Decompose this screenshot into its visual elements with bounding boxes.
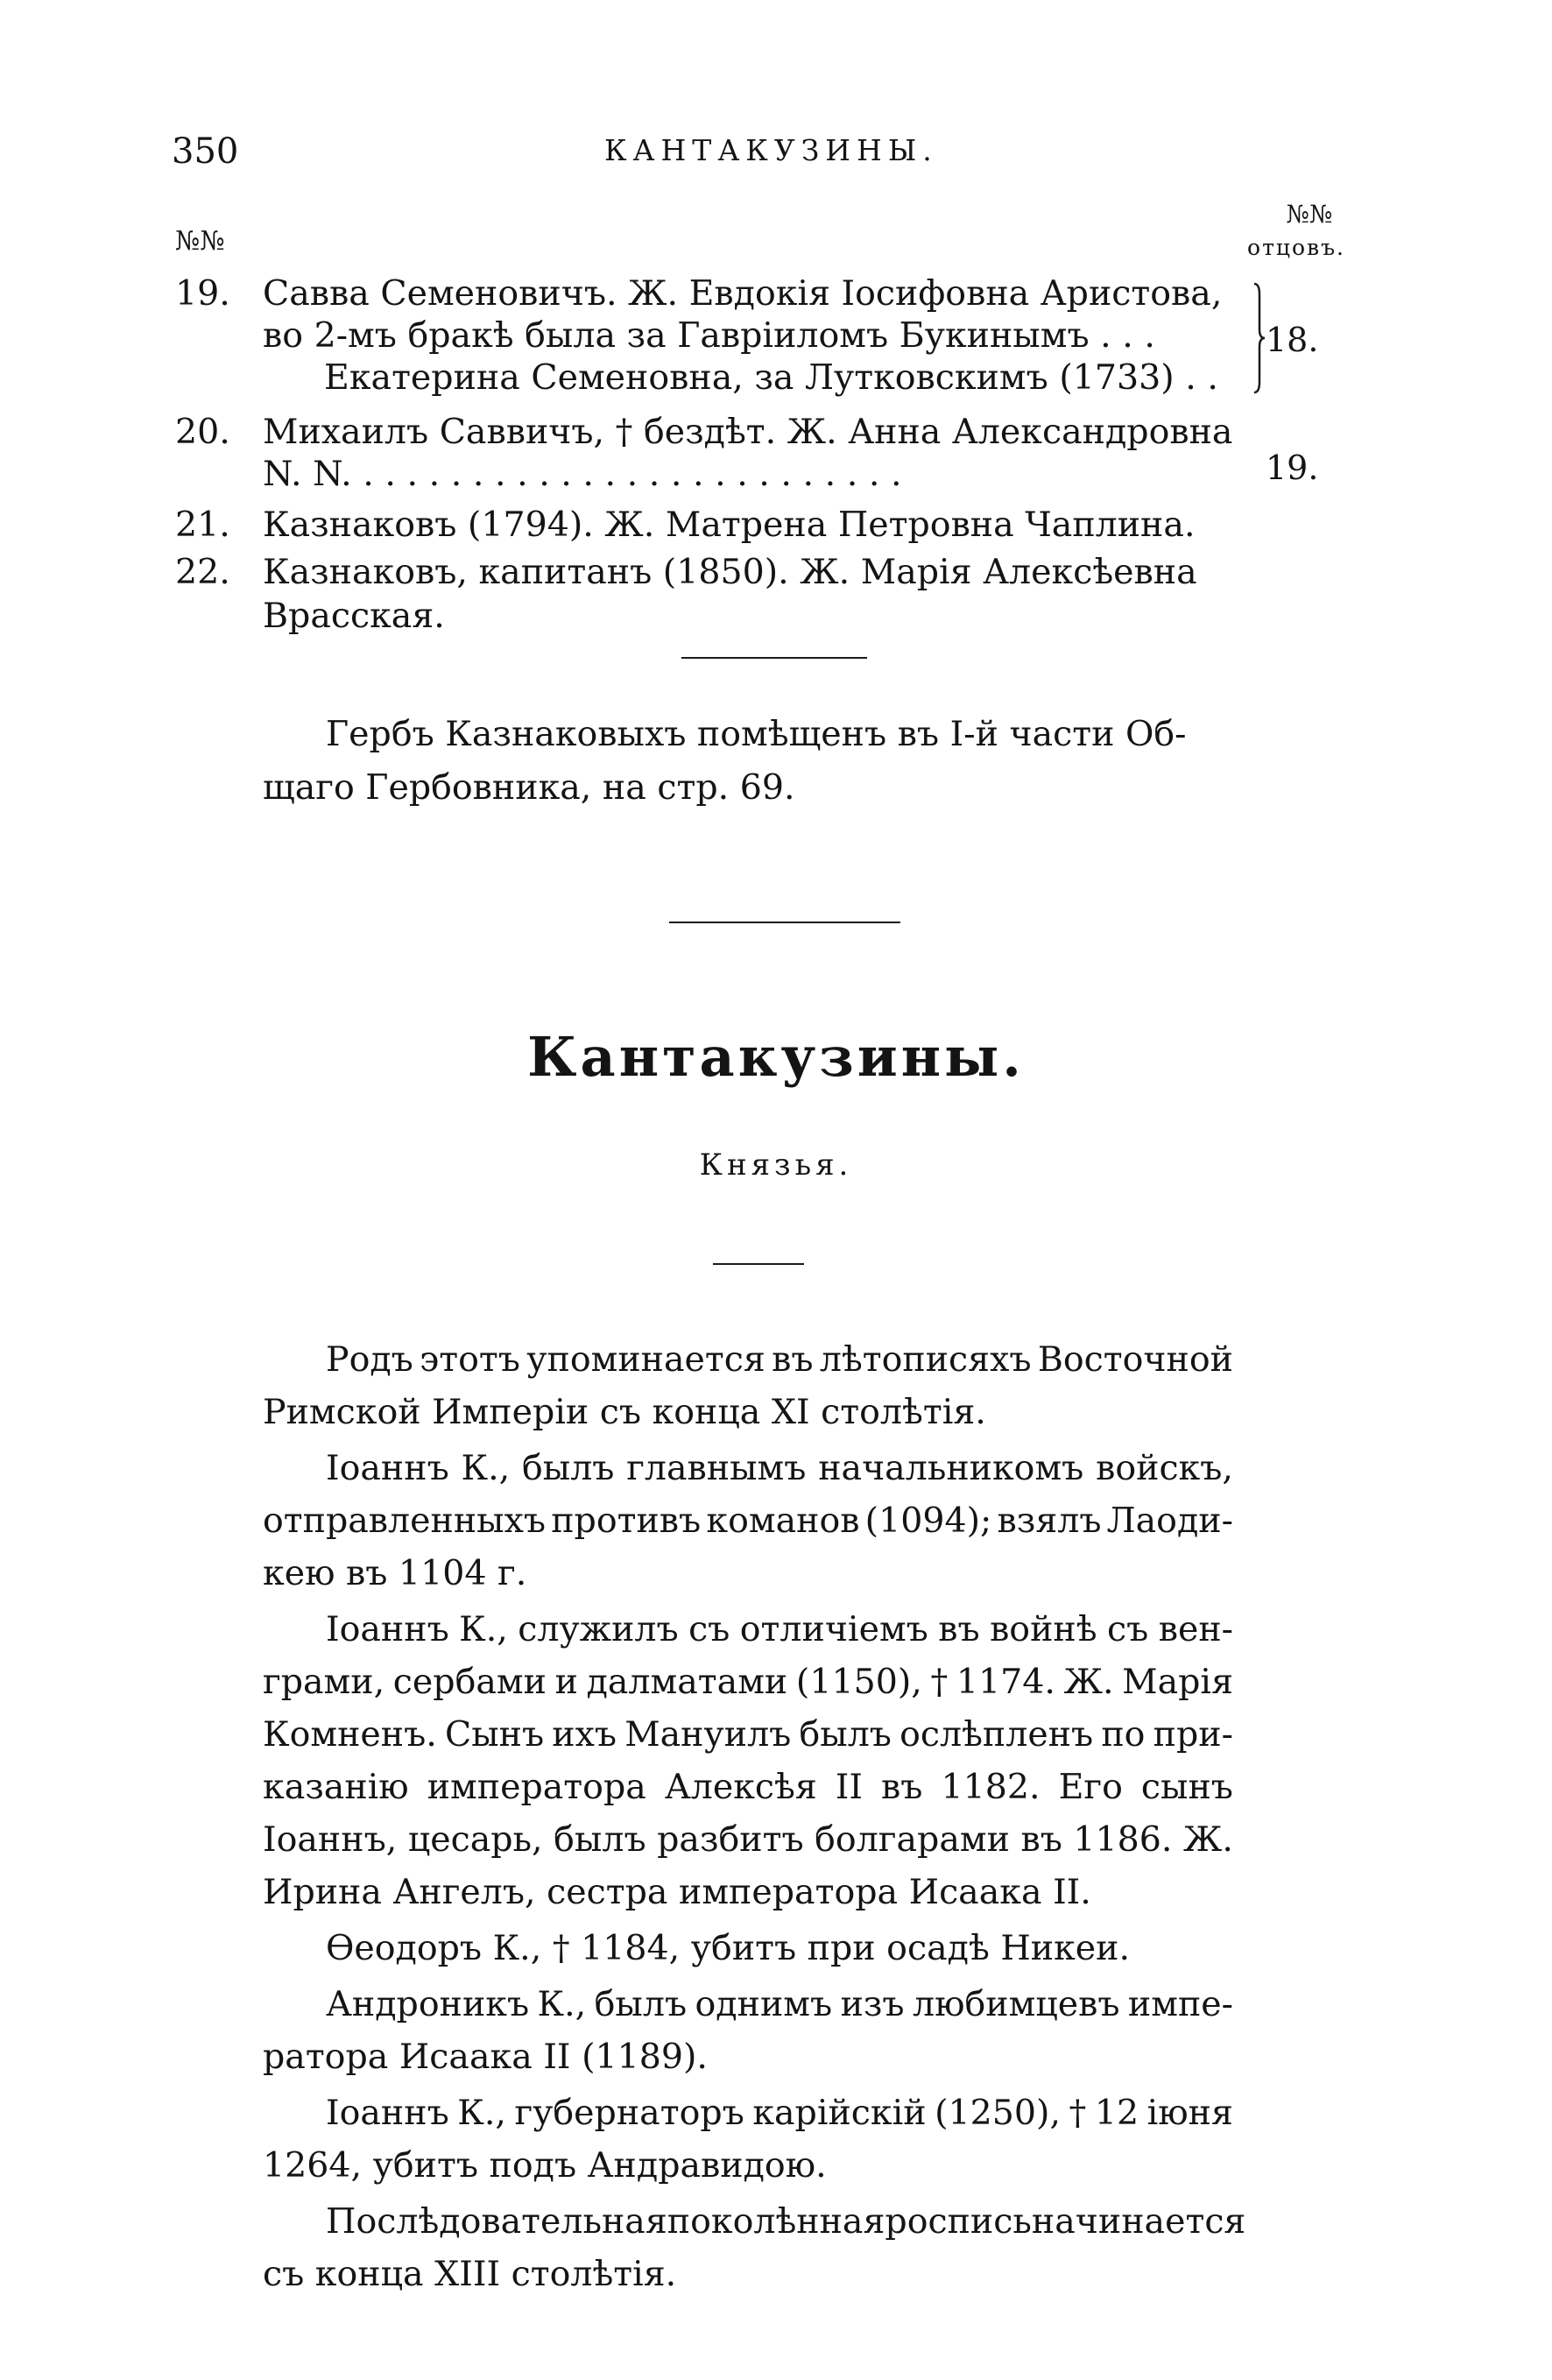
entry-line: Врасская. [263,596,445,636]
text-line: Послѣдовательная поколѣнная роспись начинается [326,2201,1246,2242]
entry-number: 22. [175,552,230,592]
text-line: казанію императора Алексѣя II въ 1182. Его сынъ [263,1767,1233,1807]
text-line: кею въ 1104 г. [263,1553,527,1593]
divider [713,1263,804,1265]
paragraph [263,1333,1233,1438]
entry-line: Михаилъ Саввичъ, † бездѣт. Ж. Анна Александровна [263,412,1233,452]
text-line: Ѳеодоръ К., † 1184, убитъ при осадѣ Никеи. [326,1928,1131,1968]
section-title: Кантакузины. [527,1025,1025,1089]
note-line: Гербъ Казнаковыхъ помѣщенъ въ I-й части Об- [326,714,1187,754]
paragraph [263,1442,1233,1600]
paragraph [263,2195,1246,2300]
text-line: Ирина Ангелъ, сестра императора Исаака II. [263,1872,1091,1912]
note-line: щаго Гербовника, на стр. 69. [263,767,795,808]
text-line: Комненъ. Сынъ ихъ Мануилъ былъ ослѣпленъ по при- [263,1714,1233,1755]
text-line: Іоаннъ К., былъ главнымъ начальникомъ войскъ, [326,1448,1233,1488]
column-label-right-2: отцовъ. [1247,235,1345,260]
column-label-right-1: №№ [1286,200,1333,229]
entry-line: Казнаковъ, капитанъ (1850). Ж. Марія Алексѣевна [263,552,1197,592]
text-line: Римской Имперіи съ конца XI столѣтія. [263,1392,986,1432]
father-ref: 18. [1266,321,1319,359]
history-text [263,1333,1246,2304]
text-line: съ конца XIII столѣтія. [263,2254,677,2294]
paragraph [263,1978,1233,2083]
running-title: КАНТАКУЗИНЫ. [604,133,938,167]
entry-number: 20. [175,412,230,452]
brace-icon [1252,282,1266,394]
section-subtitle: Князья. [699,1148,853,1183]
entry-line: Савва Семеновичъ. Ж. Евдокія Іосифовна Аристова, [263,273,1223,314]
paragraph [263,1922,1233,1974]
page-number: 350 [172,131,239,172]
text-line: отправленныхъ противъ команов (1094); взялъ Лаоди- [263,1501,1233,1541]
entry-line: во 2-мъ бракѣ была за Гавріиломъ Букинымъ . . . [263,315,1155,356]
text-line: Іоаннъ К., служилъ съ отличіемъ въ войнѣ съ вен- [326,1609,1233,1649]
text-line: ратора Исаака II (1189). [263,2037,708,2077]
father-ref: 19. [1266,448,1319,487]
paragraph [263,2087,1233,2192]
text-line: Іоаннъ К., губернаторъ карійскій (1250), † 12 іюня [326,2093,1233,2133]
column-label-left: №№ [175,226,225,257]
entry-line: Екатерина Семеновна, за Лутковскимъ (1733) . . [324,357,1218,398]
paragraph [263,1603,1233,1918]
coat-of-arms-note [263,708,1233,815]
entry-line: Казнаковъ (1794). Ж. Матрена Петровна Чаплина. [263,505,1196,545]
text-line: Родъ этотъ упоминается въ лѣтописяхъ Восточной [326,1339,1233,1380]
entry-line: N. N. . . . . . . . . . . . . . . . . . . . . . . . . . [263,454,902,494]
text-line: 1264, убитъ подъ Андравидою. [263,2145,827,2186]
text-line: Іоаннъ, цесарь, былъ разбитъ болгарами въ 1186. Ж. [263,1819,1233,1860]
entry-number: 19. [175,273,230,314]
text-line: Андроникъ К., былъ однимъ изъ любимцевъ импе- [326,1984,1233,2024]
text-line: грами, сербами и далматами (1150), † 1174. Ж. Марія [263,1662,1233,1702]
entry-number: 21. [175,505,230,545]
divider [681,657,867,659]
divider [669,922,900,923]
